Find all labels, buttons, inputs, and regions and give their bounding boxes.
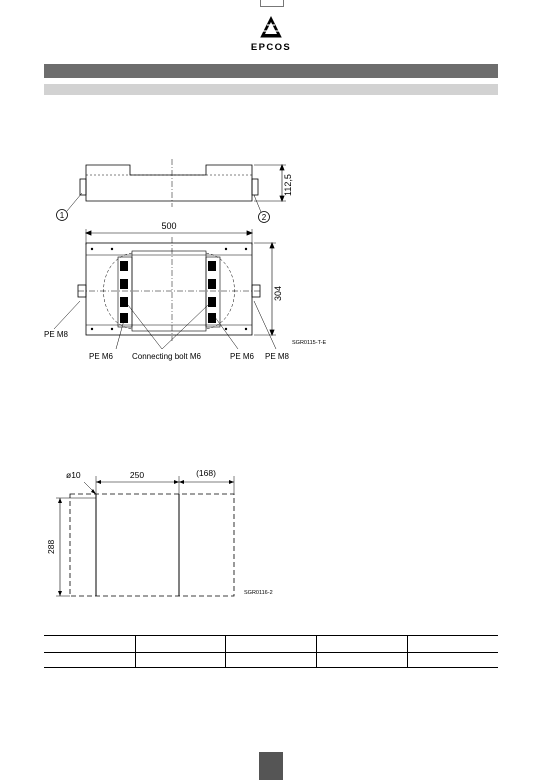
label-pe-m6-right: PE M6 <box>230 352 255 361</box>
dim-depth-label: 304 <box>273 285 283 301</box>
drawing-mounting-pattern <box>40 462 300 602</box>
table-bottom-rule <box>44 667 498 668</box>
table-top-rule <box>44 635 498 636</box>
epcos-logo <box>246 14 296 54</box>
drawing-filter-dimensions <box>40 155 360 370</box>
epcos-logo-text: EPCOS <box>250 42 292 53</box>
header-bar-light <box>44 84 498 95</box>
dim-spacing-label: 250 <box>129 470 145 480</box>
dim-height-label: 112,5 <box>283 174 293 196</box>
dim-height-label-2: 288 <box>46 539 56 554</box>
table-header-rule <box>44 652 498 653</box>
callout-2: 2 <box>261 213 267 222</box>
data-table <box>44 635 498 668</box>
drawing2-ref: SGR0116-2 <box>244 590 273 596</box>
table-column-divider <box>135 635 136 668</box>
header-bar-dark <box>44 64 498 78</box>
dim-offset-label: (168) <box>196 468 216 478</box>
page-top-tab <box>260 0 284 7</box>
table-column-divider <box>407 635 408 668</box>
label-connecting-bolt: Connecting bolt M6 <box>132 352 201 361</box>
dim-hole-label: ø10 <box>66 470 81 480</box>
table-column-divider <box>316 635 317 668</box>
label-pe-m8-left: PE M8 <box>44 330 69 339</box>
epcos-logo-mark <box>246 14 296 42</box>
dim-width-label: 500 <box>161 221 177 231</box>
drawing1-ref: SGR0115-T-E <box>292 340 327 346</box>
label-pe-m8-right: PE M8 <box>265 352 290 361</box>
label-pe-m6-left: PE M6 <box>89 352 114 361</box>
table-column-divider <box>225 635 226 668</box>
page-number-box <box>259 752 283 780</box>
callout-1: 1 <box>59 211 65 220</box>
